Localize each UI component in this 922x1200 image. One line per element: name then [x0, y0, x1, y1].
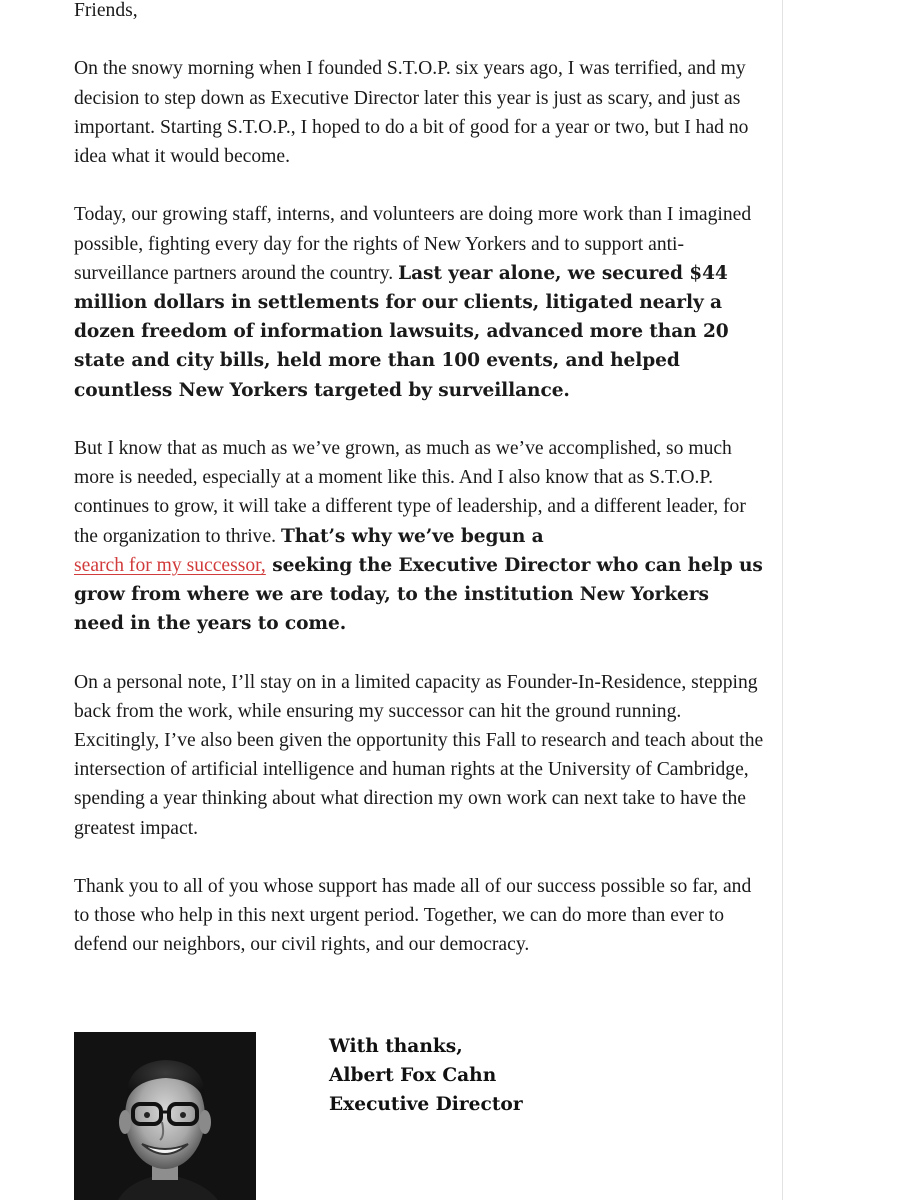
accomplishments-intro: Today, our growing staff, interns, and volunteers are doing more work than I imagined possible, fighting every day for the rights of New Yorkers and to support anti-surveillance partners around the country. — [74, 204, 752, 284]
paragraph-founding: On the snowy morning when I founded S.T.O.P. six years ago, I was terrified, and my decision to step down as Executive Director later this year is just as scary, and just as important. Starting S.T.O.P., I hoped to do a bit of good for a year or two, but I had no idea what it would become. — [74, 58, 749, 167]
closing-line: With thanks, — [329, 1036, 463, 1057]
successor-search-link[interactable]: search for my successor, — [74, 554, 266, 576]
accomplishments-highlight: Last year alone, we secured $44 million dollars in settlements for our clients, litigated nearly a dozen freedom of information lawsuits, advanced more than 20 state and city bills, held more than 100 events, and helped countless New Yorkers targeted by surveillance. — [74, 262, 729, 401]
paragraph-personal-note: On a personal note, I’ll stay on in a limited capacity as Founder-In-Residence, stepping back from the work, while ensuring my successor can hit the ground running. Excitingly, I’ve also been given the opportunity this Fall to research and teach about the intersection of artificial intelligence and human rights at the University of Cambridge, spending a year thinking about what direction my own work can next take to have the greatest impact. — [74, 671, 764, 839]
letter-body — [74, 0, 764, 989]
paragraph-accomplishments — [74, 200, 764, 404]
page-edge-divider — [782, 0, 783, 1200]
signoff-block — [329, 1032, 523, 1120]
author-name: Albert Fox Cahn — [329, 1065, 497, 1087]
paragraph-succession — [74, 434, 764, 638]
succession-highlight-end: seeking the Executive Director who can help us grow from where we are today, to the institution New Yorkers need in the years to come. — [74, 554, 763, 635]
author-title: Executive Director — [329, 1094, 523, 1116]
author-portrait-image — [74, 1032, 256, 1200]
author-portrait — [74, 1032, 256, 1200]
greeting: Friends, — [74, 0, 138, 21]
succession-highlight-start: That’s why we’ve begun a — [280, 525, 544, 547]
succession-intro: But I know that as much as we’ve grown, as much as we’ve accomplished, so much more is needed, especially at a moment like this. And I also know that as S.T.O.P. continues to grow, it will take a different type of leadership, and a different leader, for the organization to thrive. — [74, 438, 746, 547]
paragraph-thanks: Thank you to all of you whose support has made all of our success possible so far, and to those who help in this next urgent period. Together, we can do more than ever to defend our neighbors, our civil rights, and our democracy. — [74, 876, 752, 956]
